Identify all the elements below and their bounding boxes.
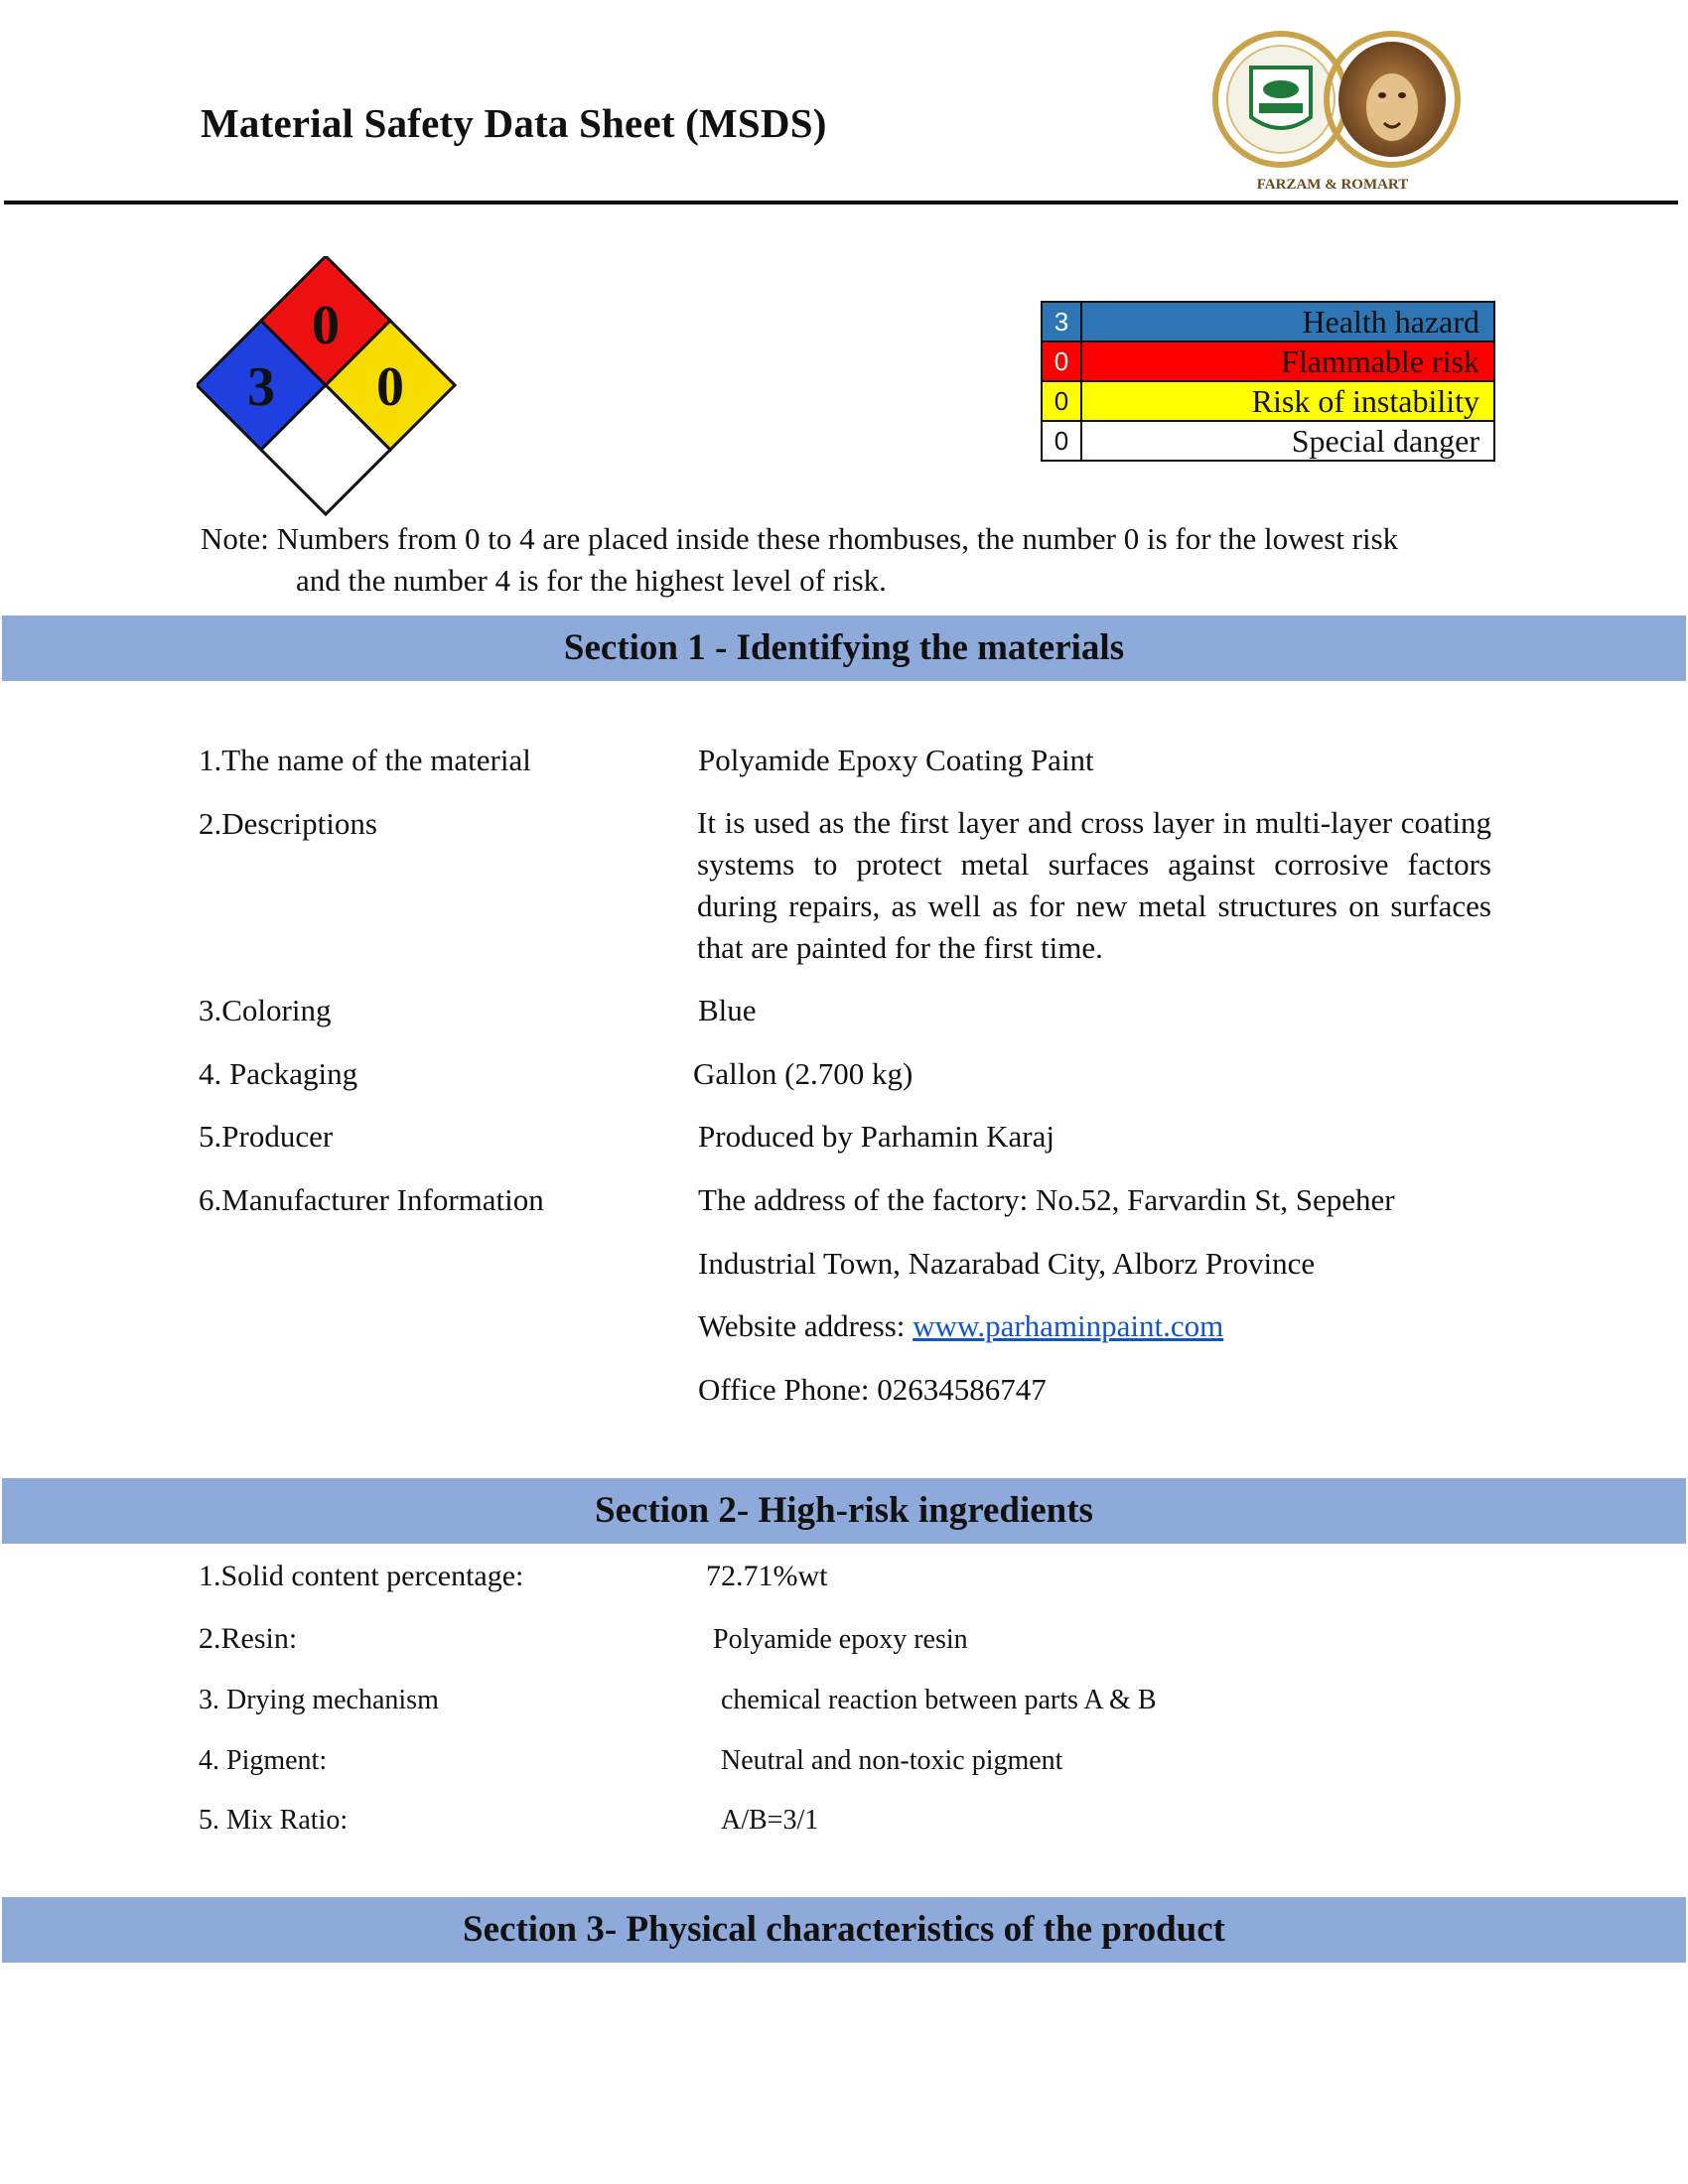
- hazard-label: Health hazard: [1081, 302, 1494, 341]
- note-line-2: and the number 4 is for the highest level of risk.: [296, 563, 887, 598]
- section-3-header: Section 3- Physical characteristics of the product: [2, 1897, 1686, 1963]
- descriptions-value: It is used as the first layer and cross layer in multi-layer coating systems to protect metal surfaces against corrosive factors during repairs, as well as for new metal structures on surfaces that are painted for the first time.: [697, 805, 1491, 965]
- hazard-value: 3: [1042, 302, 1081, 341]
- drying-mechanism-value: chemical reaction between parts A & B: [721, 1685, 1157, 1715]
- hazard-row-instability: [1042, 381, 1494, 421]
- hazard-table: [1041, 301, 1495, 462]
- hazard-value: 0: [1042, 421, 1081, 461]
- packaging-label: 4. Packaging: [199, 1056, 358, 1091]
- pigment-label: 4. Pigment:: [199, 1745, 328, 1776]
- producer-label: 5.Producer: [199, 1119, 334, 1154]
- flammability-value: 0: [312, 295, 340, 356]
- page-title: Material Safety Data Sheet (MSDS): [201, 100, 827, 146]
- hazard-row-special: [1042, 421, 1494, 461]
- coloring-label: 3.Coloring: [199, 993, 332, 1027]
- coloring-value: Blue: [698, 993, 757, 1027]
- website-link[interactable]: www.parhaminpaint.com: [913, 1308, 1224, 1343]
- farzam-romart-logo: [1199, 28, 1468, 197]
- header-divider: [4, 201, 1678, 205]
- drying-mechanism-label: 3. Drying mechanism: [199, 1685, 439, 1715]
- mix-ratio-value: A/B=3/1: [721, 1805, 819, 1836]
- producer-value: Produced by Parhamin Karaj: [698, 1119, 1055, 1154]
- packaging-value: Gallon (2.700 kg): [693, 1056, 914, 1091]
- descriptions-label: 2.Descriptions: [199, 806, 377, 841]
- hazard-row-health: [1042, 302, 1494, 341]
- section-2-header: Section 2- High-risk ingredients: [2, 1478, 1686, 1544]
- resin-label: 2.Resin:: [199, 1622, 298, 1655]
- health-value: 3: [247, 356, 275, 418]
- manufacturer-label: 6.Manufacturer Information: [199, 1182, 544, 1217]
- material-name-value: Polyamide Epoxy Coating Paint: [698, 743, 1094, 777]
- hazard-label: Risk of instability: [1081, 381, 1494, 421]
- website-label: Website address:: [698, 1308, 906, 1343]
- hazard-value: 0: [1042, 341, 1081, 381]
- hazard-label: Flammable risk: [1081, 341, 1494, 381]
- resin-value: Polyamide epoxy resin: [713, 1624, 968, 1655]
- note-line-1: Note: Numbers from 0 to 4 are placed inside these rhombuses, the number 0 is for the lowest risk: [201, 521, 1399, 556]
- hazard-note: [201, 518, 1501, 602]
- solid-content-value: 72.71%wt: [706, 1560, 828, 1592]
- hazard-value: 0: [1042, 381, 1081, 421]
- hazard-label: Special danger: [1081, 421, 1494, 461]
- instability-value: 0: [376, 356, 404, 418]
- office-phone: Office Phone: 02634586747: [698, 1372, 1047, 1407]
- logo-caption: FARZAM & ROMART: [1256, 177, 1409, 193]
- mix-ratio-label: 5. Mix Ratio:: [199, 1805, 349, 1836]
- factory-address-line-2: Industrial Town, Nazarabad City, Alborz Province: [698, 1246, 1316, 1281]
- website-row: [698, 1308, 1223, 1344]
- material-name-label: 1.The name of the material: [199, 743, 531, 777]
- section-1-header: Section 1 - Identifying the materials: [2, 615, 1686, 681]
- nfpa-diamond: [197, 256, 457, 516]
- factory-address-line-1: The address of the factory: No.52, Farvardin St, Sepeher: [698, 1182, 1395, 1217]
- pigment-value: Neutral and non-toxic pigment: [721, 1745, 1063, 1776]
- hazard-row-flammable: [1042, 341, 1494, 381]
- solid-content-label: 1.Solid content percentage:: [199, 1560, 524, 1592]
